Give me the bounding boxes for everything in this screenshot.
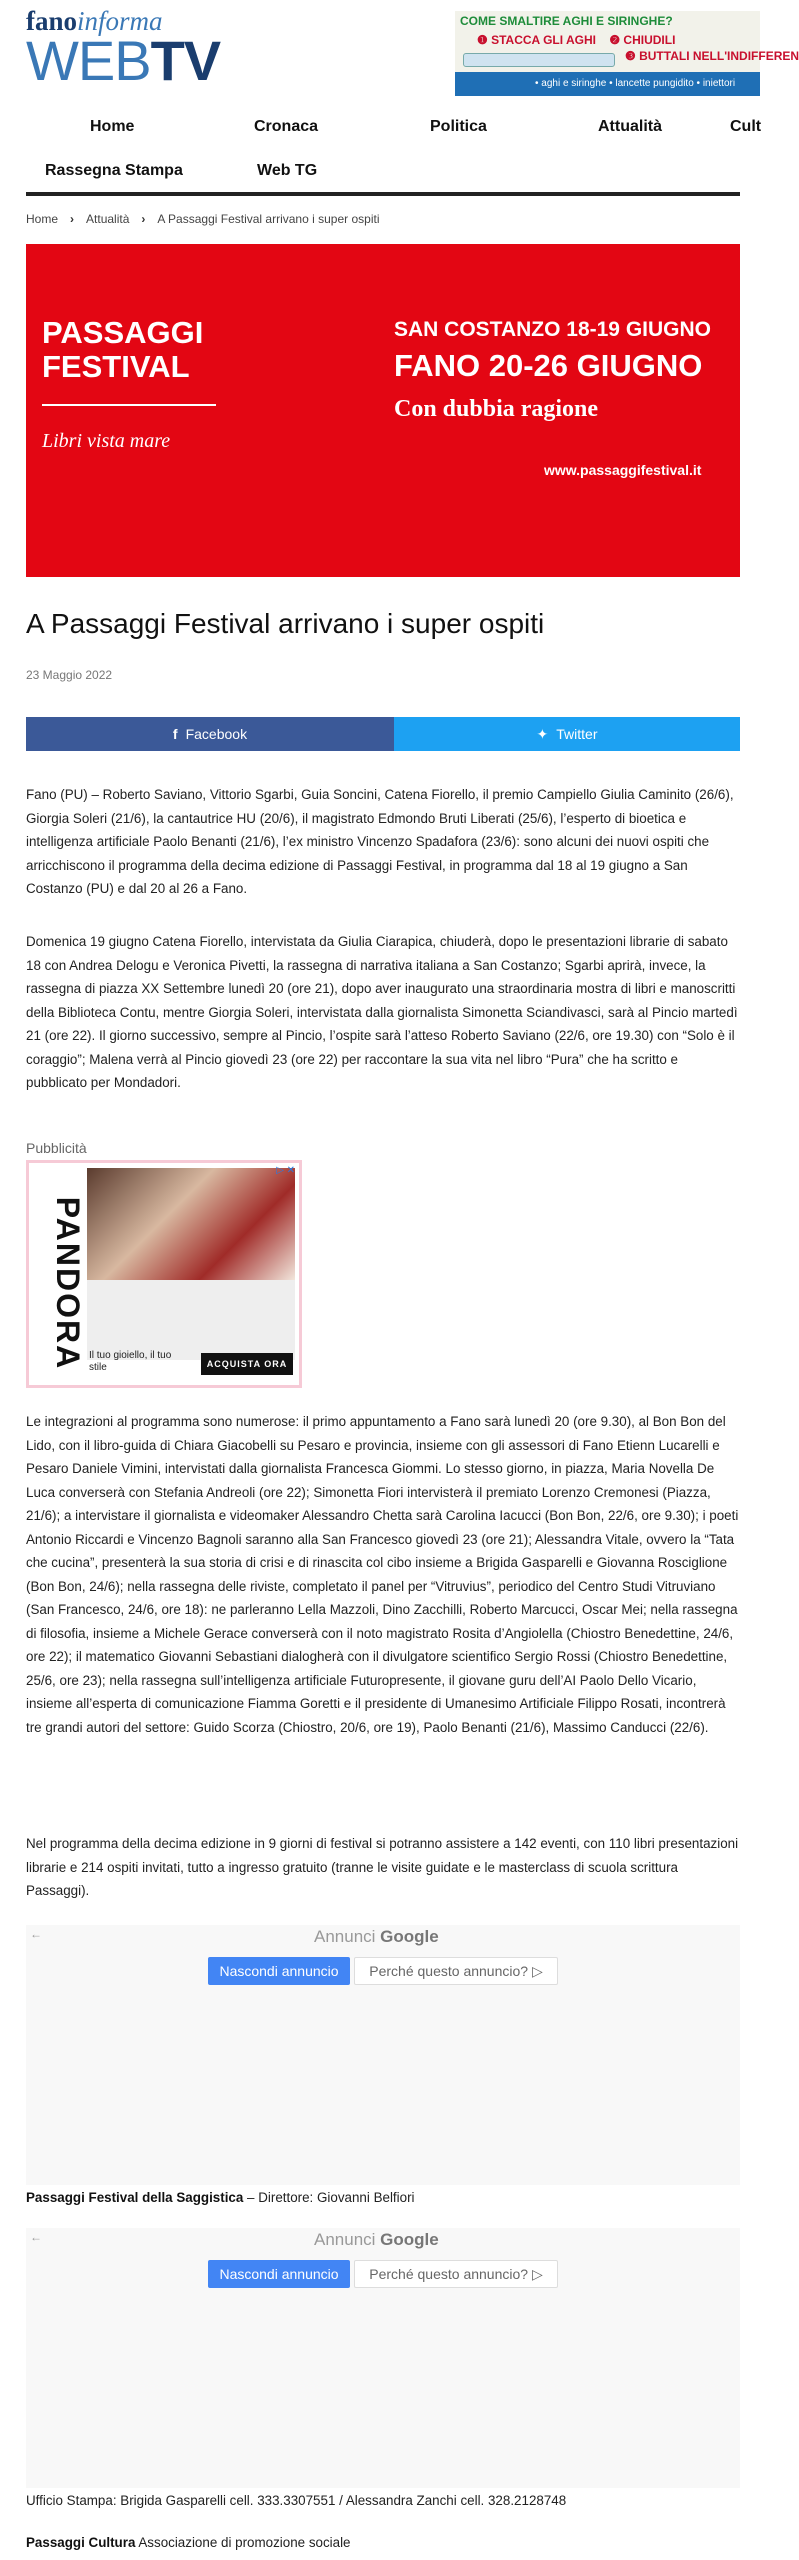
banner-strip: • aghi e siringhe • lancette pungidito • iniettori (455, 72, 760, 96)
nav-divider (26, 192, 740, 196)
pandora-ad[interactable] (26, 1160, 302, 1388)
syringe-icon (463, 53, 615, 67)
hero-url: www.passaggifestival.it (544, 462, 702, 478)
advertising-label: Pubblicità (26, 1140, 87, 1156)
ad-tagline: Il tuo gioiello, il tuo stile (89, 1350, 172, 1373)
nav-item-home[interactable]: Home (90, 118, 135, 135)
footer-passaggi-cultura: Passaggi Cultura Associazione di promozione sociale (26, 2535, 351, 2550)
article-paragraph-4: Nel programma della decima edizione in 9 giorni di festival si potranno assistere a 142 eventi, con 110 libri presentazioni librarie e 214 ospiti invitati, tutto a ingresso gratuito (tranne le visite guidate e le masterclass di scuola scrittura Passaggi). (26, 1836, 739, 1898)
why-this-ad-button[interactable]: Perché questo annuncio? ▷ (354, 2260, 558, 2288)
hide-ad-button[interactable]: Nascondi annuncio (208, 1957, 350, 1985)
nav-item-web-tg[interactable]: Web TG (257, 162, 318, 179)
nav-item-politica[interactable]: Politica (430, 118, 487, 135)
breadcrumb (26, 212, 379, 226)
breadcrumb-attualita[interactable]: Attualità (86, 212, 130, 226)
article-paragraph-1: Fano (PU) – Roberto Saviano, Vittorio Sgarbi, Guia Soncini, Catena Fiorello, il premio Campiello Giulia Caminito (26/6), Giorgia Soleri (21/6), la cantautrice HU (20/6), il magistrato Edmondo Bruti Liberati (25/6), l’esperto di bioetica e intelligenza artificiale Paolo Benanti (21/6), l’ex ministro Vincenzo Spadafora (23/6): sono alcuni dei nuovi ospiti che arricchiscono il programma della decima edizione di Passaggi Festival, in programma dal 18 al 19 giugno a San Costanzo (PU) e dal 20 al 26 a Fano. (26, 787, 734, 896)
nav-item-rassegna-stampa[interactable]: Rassegna Stampa (45, 162, 183, 179)
hero-subtitle: Libri vista mare (42, 430, 171, 452)
site-logo[interactable] (26, 6, 221, 92)
article-title: A Passaggi Festival arrivano i super ospiti (26, 608, 545, 639)
featured-image (26, 244, 740, 577)
adchoices-icon[interactable]: ▷ ✕ (276, 1165, 295, 1176)
banner-steps: ❶ STACCA GLI AGHI ❷ CHIUDILI (477, 33, 676, 47)
chevron-right-icon: › (141, 212, 146, 226)
ad-photo (87, 1168, 295, 1280)
pandora-brand: PANDORA (50, 1196, 87, 1371)
nav-item-cultura[interactable]: Cult (730, 118, 762, 135)
site-header (0, 0, 799, 112)
back-arrow-icon[interactable]: ← (30, 2230, 42, 2244)
article-date: 23 Maggio 2022 (26, 668, 113, 682)
banner-step3: ❸ BUTTALI NELL'INDIFFEREN (625, 49, 799, 63)
hide-ad-button[interactable]: Nascondi annuncio (208, 2260, 350, 2288)
facebook-icon: f (172, 726, 178, 742)
hero-divider (42, 404, 216, 406)
google-ad-slot-1[interactable] (26, 1925, 740, 2185)
share-twitter-button[interactable] (394, 717, 740, 751)
ad-cta-button[interactable]: ACQUISTA ORA (201, 1353, 293, 1375)
ads-by-google-label: Annunci Google (314, 2230, 439, 2249)
google-ad-slot-2[interactable] (26, 2228, 740, 2488)
back-arrow-icon[interactable]: ← (30, 1927, 42, 1941)
hero-festival-title: PASSAGGI FESTIVAL (42, 315, 204, 384)
nav-item-cronaca[interactable]: Cronaca (254, 118, 319, 135)
share-facebook-button[interactable] (26, 717, 394, 751)
breadcrumb-current: A Passaggi Festival arrivano i super ospiti (157, 212, 380, 226)
logo-bottom-text: WEBTV (26, 29, 221, 92)
syringe-disposal-banner-ad[interactable] (455, 11, 799, 96)
ads-by-google-label: Annunci Google (314, 1927, 439, 1946)
share-facebook-label: Facebook (185, 726, 248, 742)
share-twitter-label: Twitter (556, 726, 598, 742)
logo-top-text: fanoinforma (26, 6, 163, 36)
footer-press-office: Ufficio Stampa: Brigida Gasparelli cell. 333.3307551 / Alessandra Zanchi cell. 328.2128748 (26, 2493, 567, 2508)
why-this-ad-button[interactable]: Perché questo annuncio? ▷ (354, 1957, 558, 1985)
article-paragraph-3: Le integrazioni al programma sono numerose: il primo appuntamento a Fano sarà lunedì 20 (ore 9.30), al Bon Bon del Lido, con il libro-guida di Chiara Giacobelli su Pesaro e provincia, insieme con gli assessori di Fano Etienn Lucarelli e Pesaro Daniele Vimini, intervistati dalla giornalista Francesca Giommi. Lo stesso giorno, in piazza, Maria Novella De Luca converserà con Stefania Andreoli (ore 22); Simonetta Fiori intervisterà il premiato Lorenzo Cremonesi (Piazza, 21/6); a intervistare il giornalista e videomaker Alessandro Chetta sarà Carolina Iacucci (Bon Bon, 22/6, ore 9.30); i poeti Antonio Riccardi e Vincenzo Bagnoli saranno alla San Francesco giovedì 23 (ore 21); Alessandra Vitale, ovvero la “Tata che cucina”, presenterà la sua storia di crisi e di rinascita col cibo insieme a Brigida Gasparelli e Giovanna Rosciglione (Bon Bon, 24/6); nella rassegna delle riviste, completato il panel per “Vitruvius”, periodico del Centro Studi Vitruviano (San Francesco, 24/6, ore 18): ne parleranno Lella Mazzoli, Dino Zacchilli, Roberto Marcucci, Oscar Mei; nella rassegna di filosofia, insieme a Michele Gerace converserà con il noto magistrato Rosita d’Angiolella (Chiostro Benedettine, 24/6, ore 22); il matematico Giovanni Sebastiani dialogherà con il divulgatore scientifico Sergio Rossi (Chiostro Benedettine, 25/6, ore 23); nella rassegna sull’intelligenza artificiale Futuropresente, il giovane guru dell’AI Paolo Dello Vicario, insieme all’esperta di comunicazione Fiamma Goretti e il presidente di Umanesimo Artificiale Filippo Rosati, incontrerà tre grandi autori del settore: Guido Scorza (Chiostro, 20/6, ore 19), Paolo Benanti (21/6), Massimo Canducci (22/6). (26, 1414, 739, 1735)
hero-fano-dates: FANO 20-26 GIUGNO (394, 348, 703, 383)
banner-headline: COME SMALTIRE AGHI E SIRINGHE? (460, 14, 673, 28)
article-paragraph-2: Domenica 19 giugno Catena Fiorello, intervistata da Giulia Ciarapica, chiuderà, dopo le presentazioni librarie di sabato 18 con Andrea Delogu e Veronica Pivetti, la rassegna di narrativa italiana a San Costanzo; Sgarbi aprirà, invece, la rassegna di piazza XX Settembre lunedì 20 (ore 21), dopo aver inaugurato una straordinaria mostra di libri e manoscritti della Biblioteca Contu, mentre Giorgia Soleri, intervistata dalla giornalista Simonetta Sciandivasci, sarà al Pincio martedì 21 (ore 22). Il giorno successivo, sempre al Pincio, l’ospite sarà l’atteso Roberto Saviano (22/6, ore 19.30) con “Solo è il coraggio”; Malena verrà al Pincio giovedì 23 (ore 22) per raccontare la sua vita nel libro “Pura” che ha scritto e pubblicato per Mondadori. (26, 934, 738, 1090)
chevron-right-icon: › (70, 212, 75, 226)
nav-item-attualita[interactable]: Attualità (598, 118, 662, 135)
hero-theme: Con dubbia ragione (394, 396, 599, 422)
breadcrumb-home[interactable]: Home (26, 212, 59, 226)
ad-background (87, 1280, 295, 1360)
twitter-icon: ✦ (536, 726, 549, 742)
hero-san-costanzo-dates: SAN COSTANZO 18-19 GIUGNO (394, 318, 711, 341)
footer-saggistica: Passaggi Festival della Saggistica – Direttore: Giovanni Belfiori (26, 2190, 415, 2205)
